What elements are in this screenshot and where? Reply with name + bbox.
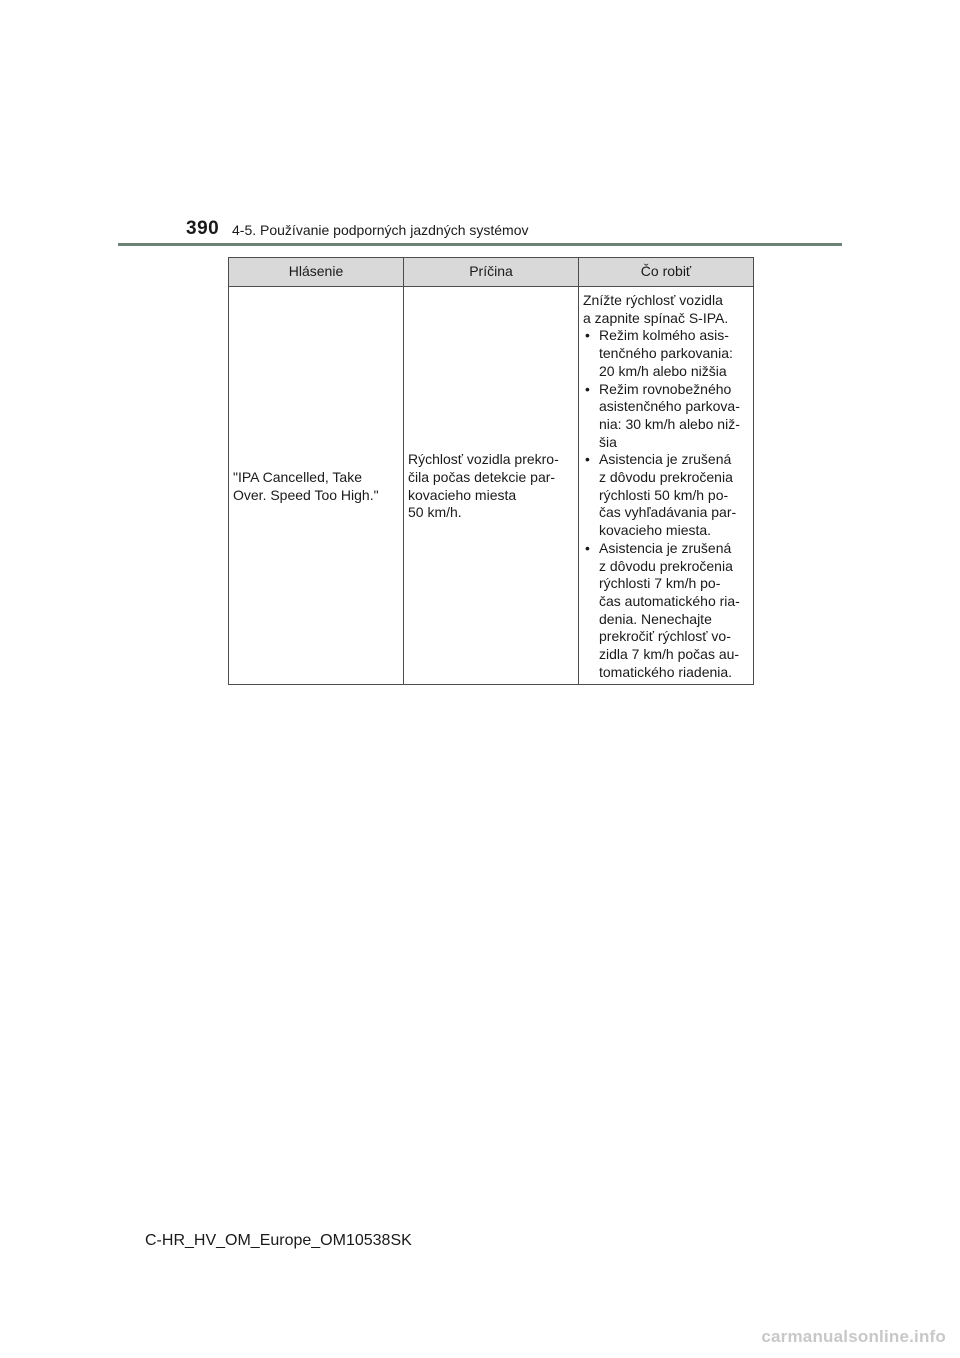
- section-title: 4-5. Používanie podporných jazdných systémov: [232, 222, 529, 238]
- bullet-line: kovacieho miesta.: [599, 522, 712, 539]
- watermark: carmanualsonline.info: [761, 1327, 946, 1346]
- column-header-action: Čo robiť: [579, 258, 754, 287]
- bullet-line: zidla 7 km/h počas au-: [599, 646, 740, 663]
- bullet-line: rýchlosti 7 km/h po-: [599, 575, 721, 592]
- message-line: "IPA Cancelled, Take: [233, 469, 362, 486]
- bullet-dot-icon: •: [585, 451, 590, 468]
- document-code: C-HR_HV_OM_Europe_OM10538SK: [145, 1232, 412, 1249]
- bullet-dot-icon: •: [585, 539, 590, 556]
- header-rule: [118, 243, 842, 246]
- action-cell: [579, 287, 754, 685]
- bullet-line: tomatického riadenia.: [599, 663, 733, 680]
- bullet-item: [583, 451, 750, 540]
- bullet-line: nia: 30 km/h alebo niž-: [599, 415, 740, 432]
- cause-line: Rýchlosť vozidla prekro-: [408, 451, 559, 468]
- bullet-line: Režim rovnobežného: [599, 380, 732, 397]
- bullet-line: Asistencia je zrušená: [599, 451, 732, 468]
- table-row: [229, 287, 754, 685]
- bullet-item: [583, 327, 750, 380]
- column-header-cause: Príčina: [404, 258, 579, 287]
- page-number: 390: [186, 218, 220, 239]
- bullet-line: Režim kolmého asis-: [599, 327, 729, 344]
- bullet-item: [583, 540, 750, 682]
- bullet-line: Asistencia je zrušená: [599, 539, 732, 556]
- bullet-line: prekročiť rýchlosť vo-: [599, 628, 731, 645]
- message-table: [228, 257, 754, 685]
- message-line: Over. Speed Too High.": [233, 486, 379, 503]
- table-header-row: [229, 258, 754, 287]
- bullet-line: 20 km/h alebo nižšia: [599, 362, 727, 379]
- bullet-item: [583, 381, 750, 452]
- bullet-line: denia. Nenechajte: [599, 610, 712, 627]
- bullet-dot-icon: •: [585, 380, 590, 397]
- action-intro-line: a zapnite spínač S-IPA.: [583, 309, 729, 326]
- bullet-dot-icon: •: [585, 327, 590, 344]
- cause-line: 50 km/h.: [408, 504, 462, 521]
- message-cell: [229, 287, 404, 685]
- bullet-line: šia: [599, 433, 617, 450]
- bullet-line: rýchlosti 50 km/h po-: [599, 486, 729, 503]
- bullet-line: asistenčného parkova-: [599, 398, 740, 415]
- action-intro-line: Znížte rýchlosť vozidla: [583, 292, 723, 308]
- bullet-line: z dôvodu prekročenia: [599, 469, 733, 486]
- bullet-line: tenčného parkovania:: [599, 345, 733, 362]
- bullet-line: z dôvodu prekročenia: [599, 557, 733, 574]
- bullet-line: čas automatického ria-: [599, 592, 740, 609]
- column-header-message: Hlásenie: [229, 258, 404, 287]
- cause-line: čila počas detekcie par-: [408, 469, 556, 486]
- cause-cell: [404, 287, 579, 685]
- action-bullet-list: [583, 327, 750, 681]
- bullet-line: čas vyhľadávania par-: [599, 504, 737, 521]
- cause-line: kovacieho miesta: [408, 486, 517, 503]
